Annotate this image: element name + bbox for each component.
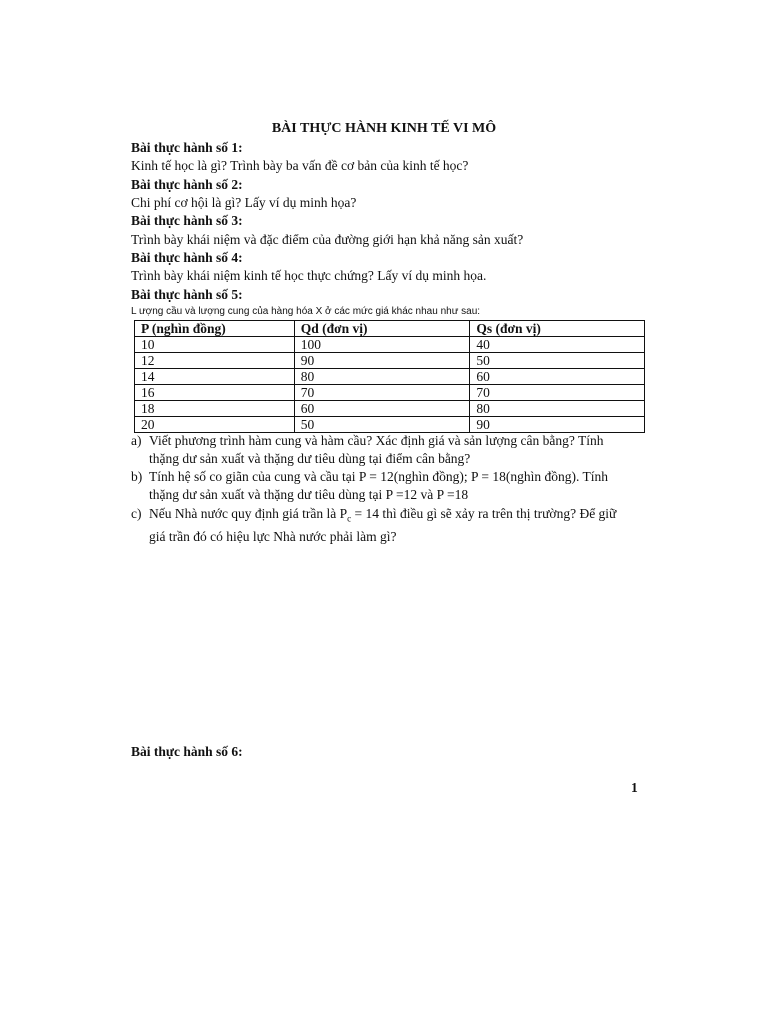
table-cell: 80 bbox=[470, 401, 645, 417]
question-a bbox=[131, 432, 651, 468]
table-cell: 50 bbox=[294, 417, 470, 433]
section-2-body: Chi phí cơ hội là gì? Lấy ví dụ minh họa? bbox=[131, 195, 357, 210]
table-cell: 70 bbox=[470, 385, 645, 401]
table-cell: 40 bbox=[470, 337, 645, 353]
section-1-heading: Bài thực hành số 1: bbox=[131, 140, 243, 155]
question-a-line2: thặng dư sản xuất và thặng dư tiêu dùng tại điểm cân bằng? bbox=[149, 451, 471, 466]
table-cell: 18 bbox=[135, 401, 295, 417]
table-cell: 90 bbox=[294, 353, 470, 369]
table-header-qd: Qd (đơn vị) bbox=[294, 321, 470, 337]
table-row bbox=[135, 401, 645, 417]
question-b-label: b) bbox=[131, 469, 143, 484]
table-cell: 100 bbox=[294, 337, 470, 353]
table-header-price: P (nghìn đồng) bbox=[135, 321, 295, 337]
question-c-line1-b: = 14 thì điều gì sẽ xảy ra trên thị trường? Để giữ bbox=[351, 506, 617, 521]
question-b-line2: thặng dư sản xuất và thặng dư tiêu dùng tại P =12 và P =18 bbox=[149, 487, 469, 502]
table-cell: 50 bbox=[470, 353, 645, 369]
table-cell: 70 bbox=[294, 385, 470, 401]
question-c-line2: giá trần đó có hiệu lực Nhà nước phải làm gì? bbox=[149, 528, 397, 544]
table-cell: 90 bbox=[470, 417, 645, 433]
question-b bbox=[131, 468, 651, 504]
table-cell: 80 bbox=[294, 369, 470, 385]
section-3-heading: Bài thực hành số 3: bbox=[131, 213, 243, 228]
table-row bbox=[135, 369, 645, 385]
table-header-row bbox=[135, 321, 645, 337]
section-2-heading: Bài thực hành số 2: bbox=[131, 177, 243, 192]
section-6-heading: Bài thực hành số 6: bbox=[131, 744, 243, 759]
table-cell: 12 bbox=[135, 353, 295, 369]
table-cell: 14 bbox=[135, 369, 295, 385]
table-cell: 60 bbox=[470, 369, 645, 385]
question-a-label: a) bbox=[131, 433, 142, 448]
table-row bbox=[135, 417, 645, 433]
table-row bbox=[135, 353, 645, 369]
section-4-body: Trình bày khái niệm kinh tế học thực chứng? Lấy ví dụ minh họa. bbox=[131, 268, 487, 283]
section-5-heading: Bài thực hành số 5: bbox=[131, 287, 243, 302]
section-1-body: Kinh tế học là gì? Trình bày ba vấn đề cơ bản của kinh tế học? bbox=[131, 158, 469, 173]
question-b-line1: Tính hệ số co giãn của cung và cầu tại P = 12(nghìn đồng); P = 18(nghìn đồng). Tính bbox=[149, 469, 609, 484]
question-c-subscript: c bbox=[347, 513, 352, 524]
table-cell: 10 bbox=[135, 337, 295, 353]
table-row bbox=[135, 385, 645, 401]
section-4-heading: Bài thực hành số 4: bbox=[131, 250, 243, 265]
question-a-line1: Viết phương trình hàm cung và hàm cầu? Xác định giá và sản lượng cân bằng? Tính bbox=[149, 433, 604, 448]
table-header-qs: Qs (đơn vị) bbox=[470, 321, 645, 337]
question-c-line1 bbox=[149, 505, 651, 528]
table-row bbox=[135, 337, 645, 353]
question-c-line1-a: Nếu Nhà nước quy định giá trần là P bbox=[149, 506, 348, 521]
table-cell: 60 bbox=[294, 401, 470, 417]
question-c-label: c) bbox=[131, 506, 142, 521]
section-3-body: Trình bày khái niệm và đặc điểm của đường giới hạn khả năng sản xuất? bbox=[131, 232, 524, 247]
table-cell: 16 bbox=[135, 385, 295, 401]
supply-demand-table bbox=[134, 320, 645, 433]
table-cell: 20 bbox=[135, 417, 295, 433]
page-number: 1 bbox=[631, 780, 638, 795]
document-title: BÀI THỰC HÀNH KINH TẾ VI MÔ bbox=[271, 121, 497, 136]
question-c bbox=[131, 505, 651, 546]
section-5-body: L ượng cầu và lượng cung của hàng hóa X ở các mức giá khác nhau như sau: bbox=[131, 306, 481, 317]
